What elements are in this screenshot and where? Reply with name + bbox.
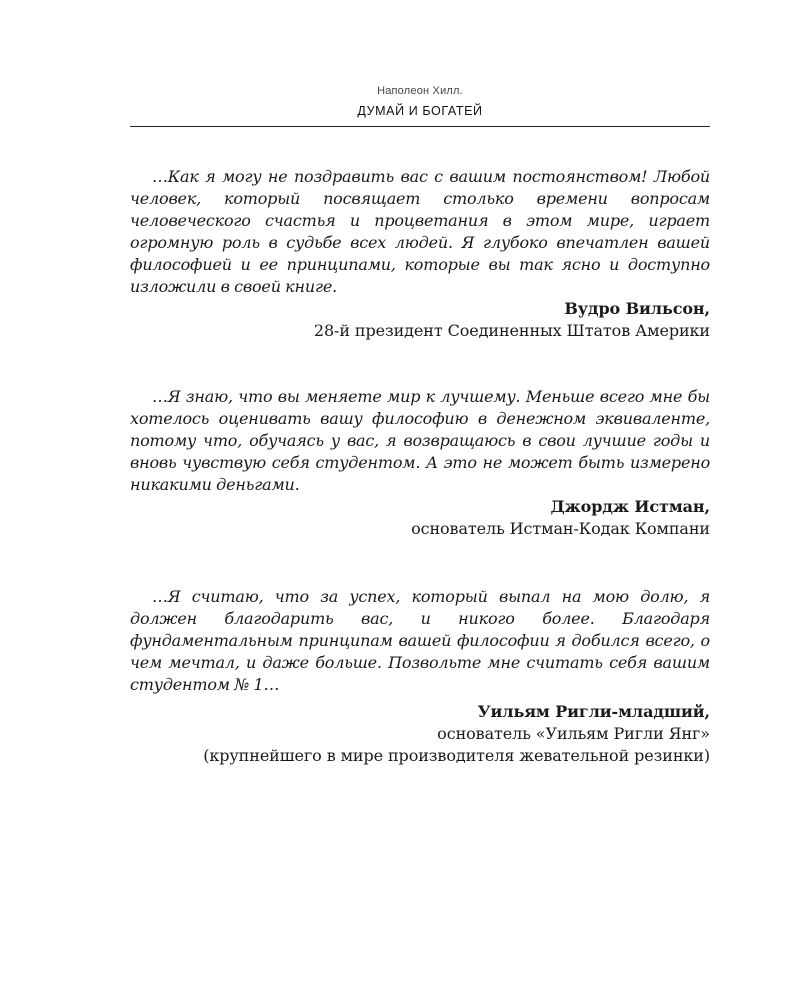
testimonial-quote: …Я знаю, что вы меняете мир к лучшему. Меньше всего мне бы хотелось оценивать вашу философию в денежном эквиваленте, потому что, обучаясь у вас, я возвращаюсь в свои лучшие годы и вновь чувствую себя студентом. А это не может быть измерено никакими деньгами. <box>130 387 710 494</box>
testimonial-author: Уильям Ригли-младший, <box>477 702 710 721</box>
testimonial-author: Джордж Истман, <box>550 497 710 516</box>
testimonial-quote: …Я считаю, что за успех, который выпал на мою долю, я должен благодарить вас, и никого более. Благодаря фундаментальным принципам вашей философии я добился всего, о чем мечтал, и даже больше. Позвольте мне считать себя вашим студентом № 1… <box>130 587 710 694</box>
running-header <box>130 84 710 119</box>
testimonial-wilson <box>130 166 710 342</box>
testimonial-role: основатель Истман-Кодак Компани <box>411 519 710 538</box>
header-book-title: ДУМАЙ И БОГАТЕЙ <box>357 104 483 118</box>
header-author: Наполеон Хилл. <box>377 85 463 97</box>
testimonial-quote: …Как я могу не поздравить вас с вашим постоянством! Любой человек, который посвящает столько времени вопросам человеческого счастья и процветания в этом мире, играет огромную роль в судьбе всех людей. Я глубоко впечатлен вашей философией и ее принципами, которые вы так ясно и доступно изложили в своей книге. <box>130 167 710 296</box>
testimonial-role: основатель «Уильям Ригли Янг» <box>437 724 710 743</box>
testimonial-role: 28-й президент Соединенных Штатов Америки <box>313 321 710 340</box>
header-divider <box>130 126 710 127</box>
testimonial-author: Вудро Вильсон, <box>564 299 710 318</box>
testimonial-role-detail: (крупнейшего в мире производителя жевательной резинки) <box>203 746 710 765</box>
testimonial-eastman <box>130 386 710 540</box>
testimonial-wrigley <box>130 586 710 767</box>
